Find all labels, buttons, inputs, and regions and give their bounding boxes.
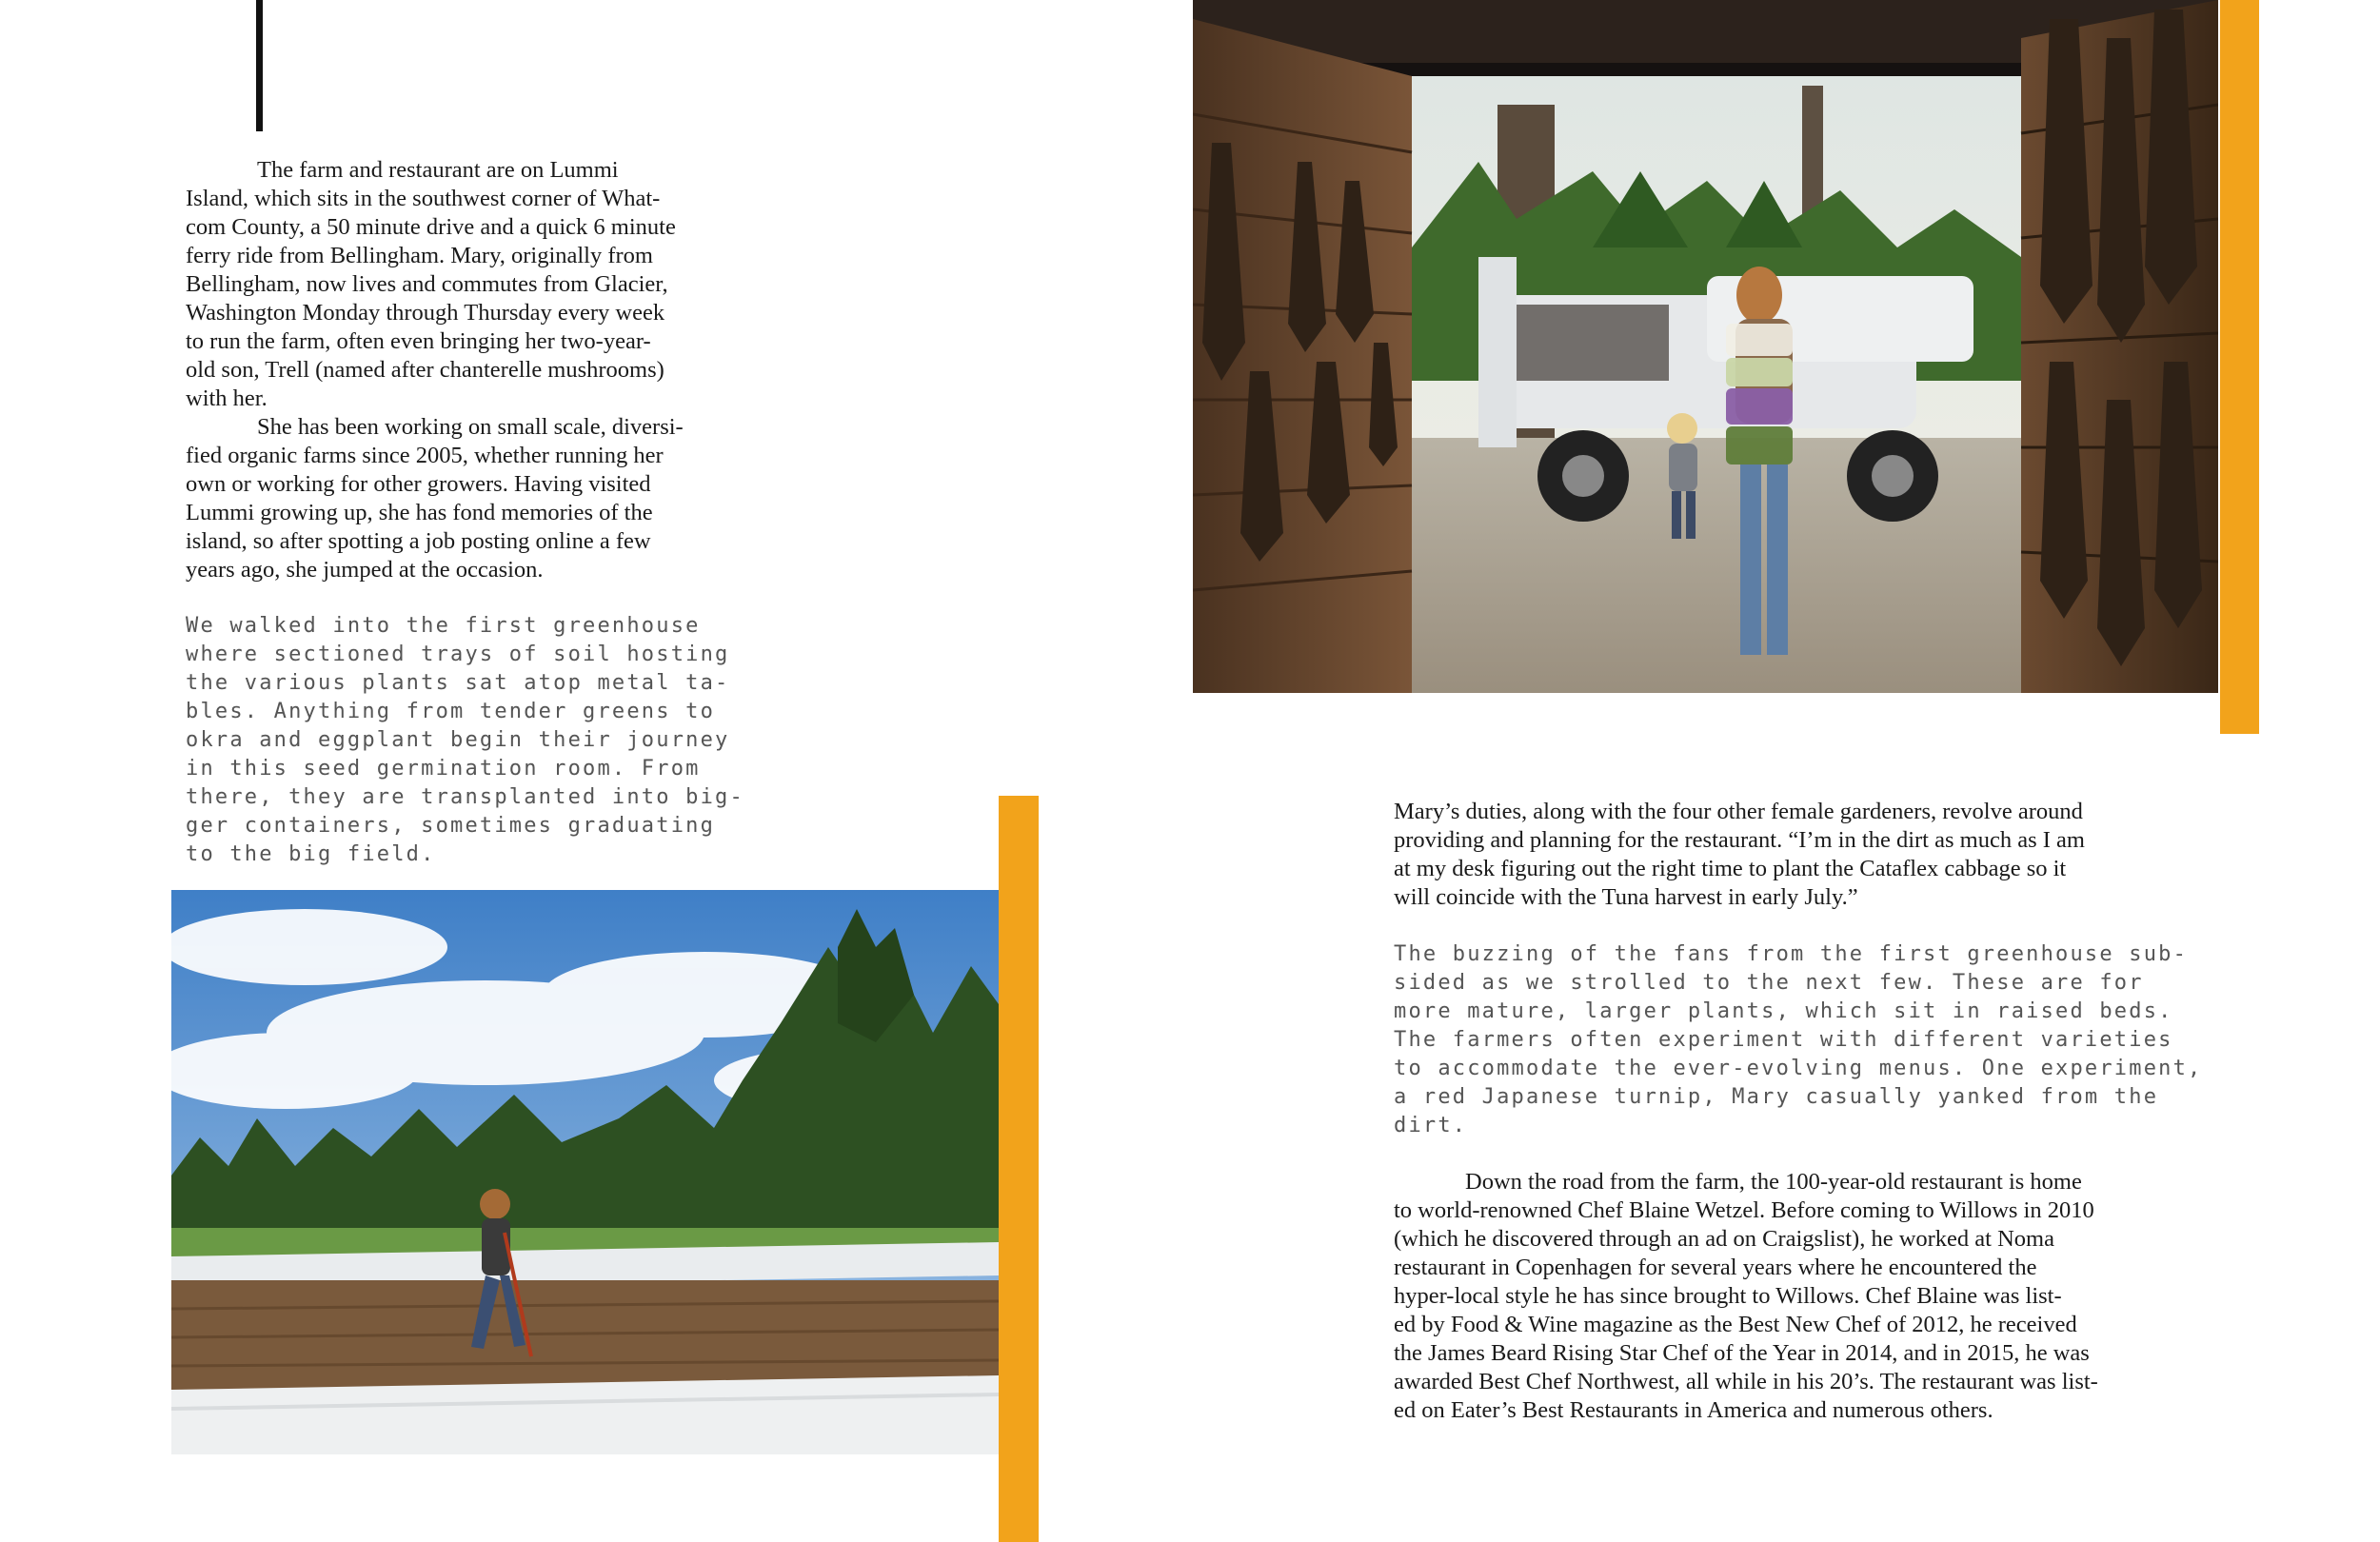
- decorative-vertical-rule: [256, 0, 263, 131]
- right-paragraph-2: Down the road from the farm, the 100-year-old restaurant is home to world-renowned Chef Blaine Wetzel. Before coming to Willows in 2010 (which he discovered through an ad on Craigslist), he worked at Noma restaurant in Copenhagen for several years where he encountered the hyper-local style he has since brought to Willows. Chef Blaine was list- ed by Food & Wine magazine as the Best New Chef of 2012, he received the James Beard Rising Star Chef of the Year in 2014, and in 2015, he was awarded Best Chef Northwest, all while in his 20’s. The restaurant was list- ed on Eater’s Best Restaurants in America and numerous others.: [1394, 1169, 2098, 1423]
- left-column-body: [186, 156, 757, 584]
- accent-bar-right: [2220, 0, 2259, 734]
- photo-shed-truck: [1193, 0, 2218, 693]
- photo-field-worker: [171, 890, 999, 1454]
- right-paragraph-1: Mary’s duties, along with the four other female gardeners, revolve around providing and planning for the restaurant. “I’m in the dirt as much as I am at my desk figuring out the right time to plant the Cataflex cabbage so it will coincide with the Tuna harvest in early July.”: [1394, 799, 2085, 910]
- left-paragraph-2: She has been working on small scale, diversi- fied organic farms since 2005, whether running her own or working for other growers. Having visited Lummi growing up, she has fond memories of the island, so after spotting a job posting online a few years ago, she jumped at the occasion.: [186, 414, 684, 583]
- left-paragraph-1: The farm and restaurant are on Lummi Island, which sits in the southwest corner of What- com County, a 50 minute drive and a quick 6 minute ferry ride from Bellingham. Mary, originally from Bellingham, now lives and commutes from Glacier, Washington Monday through Thursday every week to run the farm, often even bringing her two-year- old son, Trell (named after chanterelle mushrooms) with her.: [186, 157, 676, 411]
- right-aside-monospace: The buzzing of the fans from the first greenhouse sub- sided as we strolled to the next few. These are for more mature, larger plants, which sit in raised beds. The farmers often experiment with different varieties to accommodate the ever-evolving menus. One experiment, a red Japanese turnip, Mary casually yanked from the dirt.: [1394, 942, 2203, 1137]
- left-aside-monospace: We walked into the first greenhouse where sectioned trays of soil hosting the various plants sat atop metal ta- bles. Anything from tender greens to okra and eggplant begin their journey in this seed germination room. From there, they are transplanted into big- ger containers, sometimes graduating to the big field.: [186, 614, 744, 866]
- accent-bar-left: [999, 796, 1039, 1542]
- right-column-body-bottom: [1394, 1168, 2212, 1425]
- right-column-body-top: [1394, 798, 2212, 912]
